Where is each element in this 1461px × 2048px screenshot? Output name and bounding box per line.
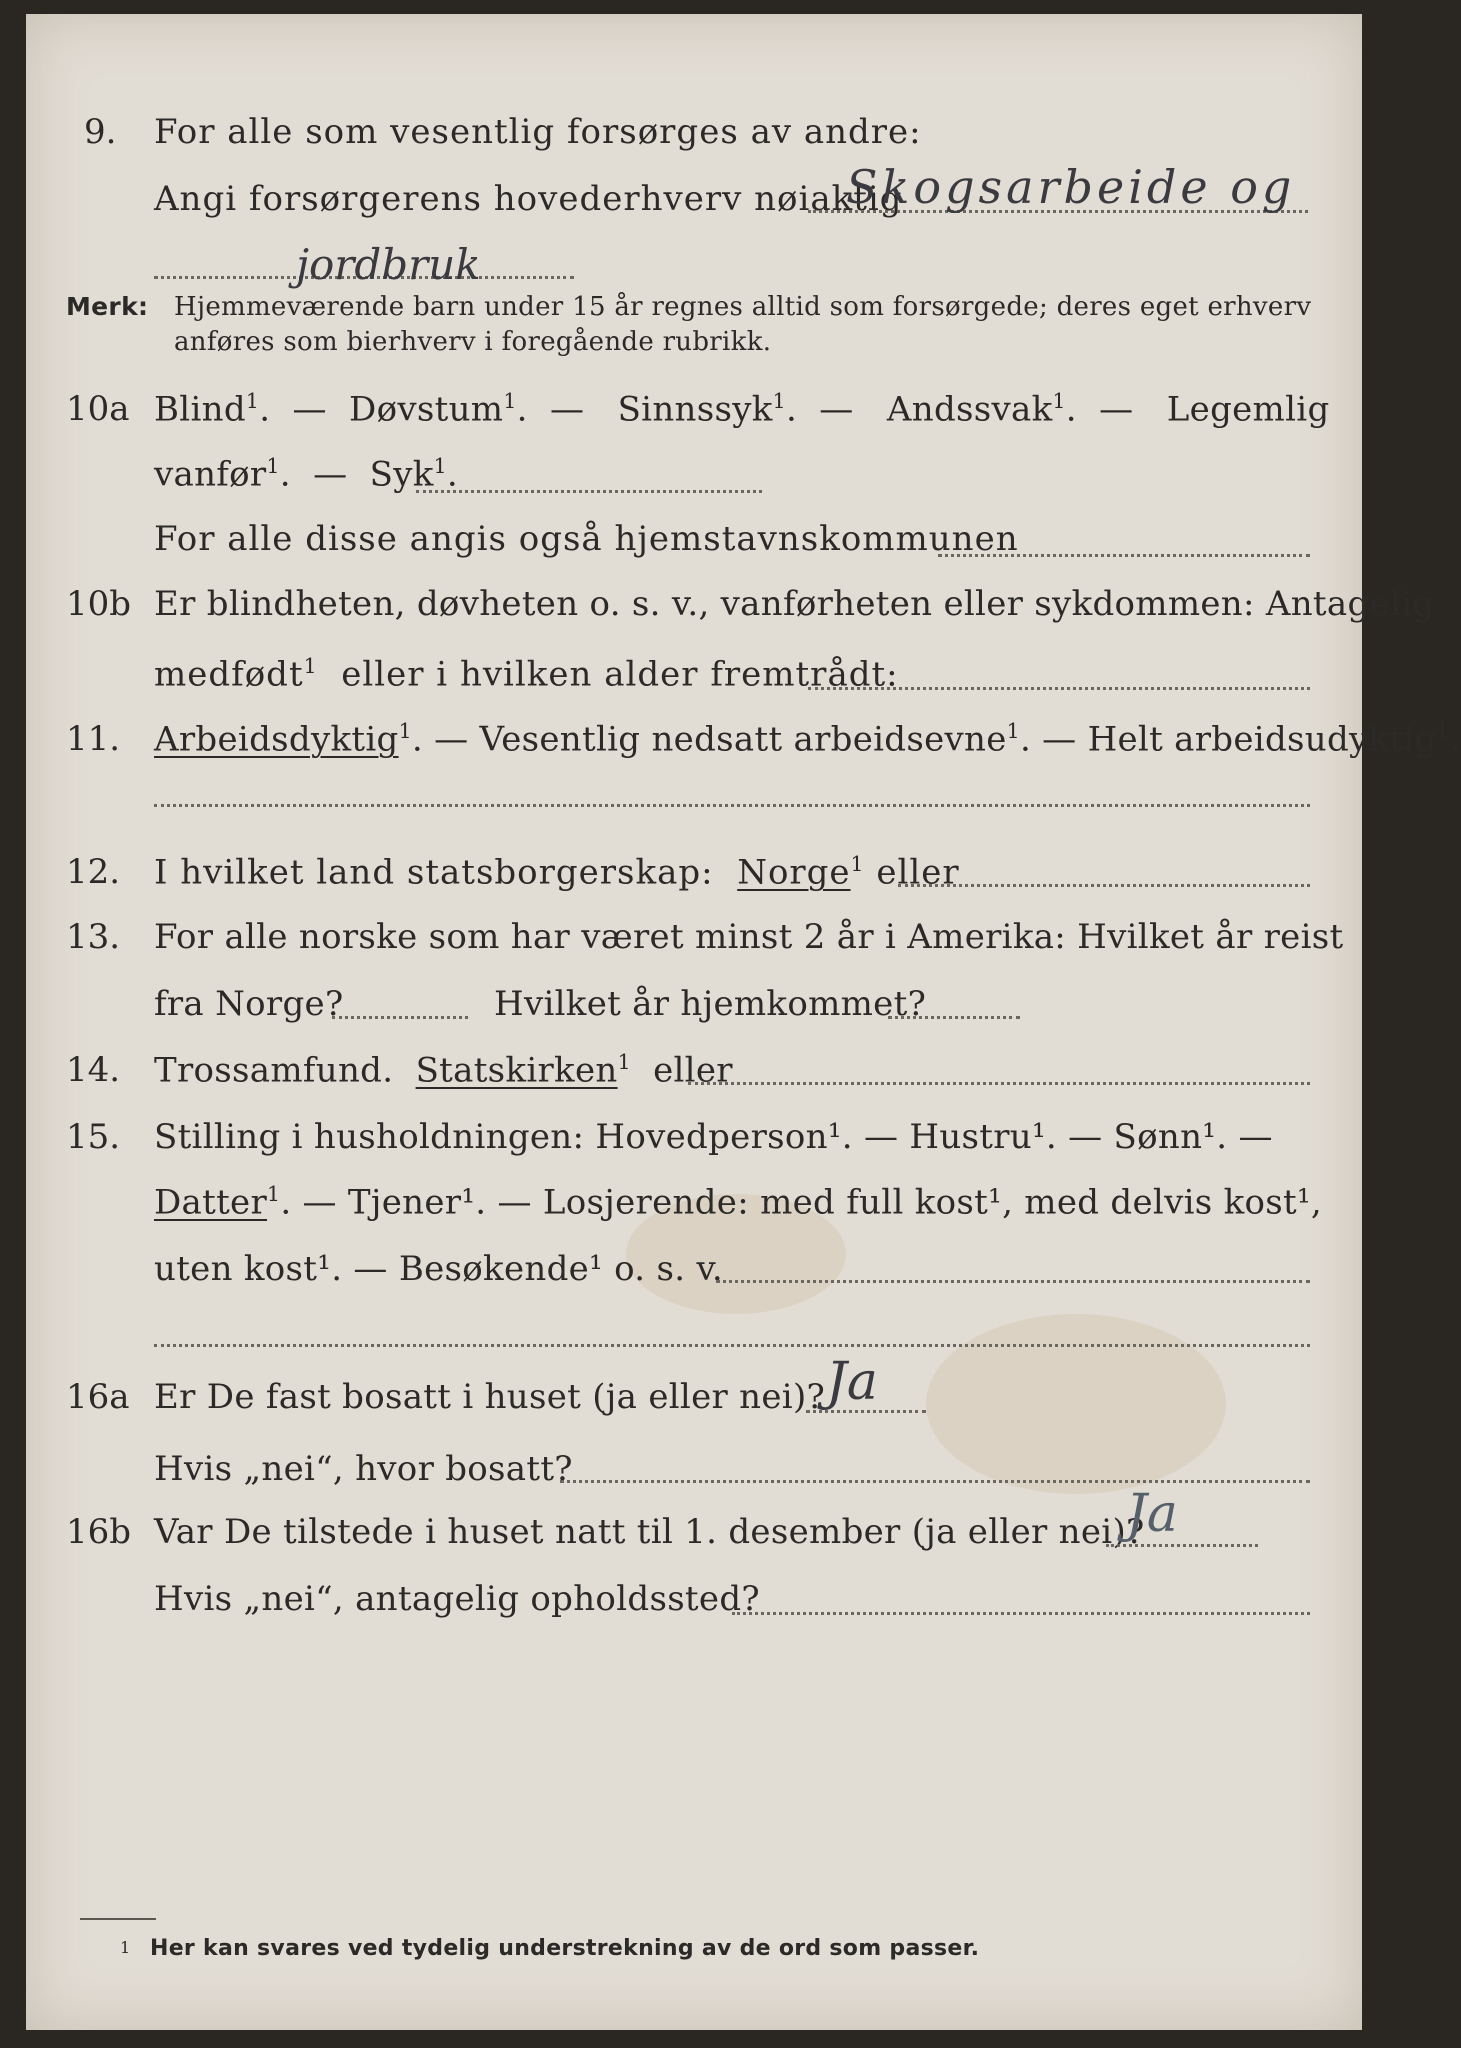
- option-legemlig[interactable]: Legemlig: [1166, 389, 1330, 430]
- q16b-number: 16b: [66, 1512, 132, 1552]
- q10b-leader: [808, 687, 1310, 690]
- footnote-marker: 1: [120, 1938, 131, 1957]
- merk-label: Merk:: [66, 292, 149, 321]
- q16a-answer-handwritten: Ja: [826, 1352, 878, 1412]
- q13-reist-leader: [332, 1016, 468, 1019]
- q14-number: 14.: [66, 1050, 121, 1090]
- q9-number: 9.: [84, 112, 117, 152]
- q10a-line2: vanfør$^1$. — Syk$^1$.: [154, 454, 459, 495]
- q11-line1: Arbeidsdyktig$^1$. — Vesentlig nedsatt arbeidsevne$^1$. — Helt arbeidsudyktig$^1$.: [154, 719, 1461, 760]
- q13-fra: fra Norge?: [154, 984, 344, 1024]
- option-blind[interactable]: Blind: [154, 389, 246, 430]
- option-norge-selected[interactable]: Norge: [737, 852, 851, 893]
- q15-line2: Datter$^1$. — Tjener¹. — Losjerende: med full kost¹, med delvis kost¹,: [154, 1182, 1323, 1223]
- footnote-rule: [80, 1918, 156, 1920]
- q16b-leader: [1106, 1544, 1258, 1547]
- q15-line3: uten kost¹. — Besøkende¹ o. s. v.: [154, 1249, 724, 1289]
- option-dovstum[interactable]: Døvstum: [349, 389, 504, 430]
- q11-leader: [154, 804, 1310, 807]
- q10a-number: 10a: [66, 389, 130, 429]
- q16a-number: 16a: [66, 1377, 130, 1417]
- q16a-line1: Er De fast bosatt i huset (ja eller nei)?: [154, 1377, 826, 1417]
- q9-line2: Angi forsørgerens hovederhverv nøiaktig: [154, 179, 903, 219]
- q16a-hvor-leader: [560, 1480, 1310, 1483]
- option-sinnssyk[interactable]: Sinnssyk: [617, 389, 773, 430]
- option-udyktig[interactable]: — Helt arbeidsudyktig: [1042, 719, 1437, 760]
- q12-line: I hvilket land statsborgerskap: Norge$^1$ eller: [154, 852, 960, 893]
- option-syk[interactable]: Syk: [369, 454, 434, 495]
- q10b-line1: Er blindheten, døvheten o. s. v., vanførheten eller sykdommen: Antagelig: [154, 584, 1435, 624]
- q12-number: 12.: [66, 852, 121, 892]
- q13-hvilket: Hvilket år hjemkommet?: [494, 984, 927, 1024]
- q10a-leader: [416, 490, 762, 493]
- q13-line1: For alle norske som har været minst 2 år i Amerika: Hvilket år reist: [154, 917, 1344, 957]
- q12-leader: [898, 884, 1310, 887]
- q14-line: Trossamfund. Statskirken$^1$ eller: [154, 1050, 733, 1091]
- option-nedsatt[interactable]: — Vesentlig nedsatt arbeidsevne: [434, 719, 1007, 760]
- q15-number: 15.: [66, 1117, 121, 1157]
- q10b-line2: medfødt$^1$ eller i hvilken alder fremtrådt:: [154, 654, 899, 695]
- q9-line1: For alle som vesentlig forsørges av andre:: [154, 112, 922, 152]
- census-form-page: [26, 14, 1461, 2030]
- option-arbeidsdyktig-selected[interactable]: Arbeidsdyktig: [154, 719, 399, 760]
- q16b-line2: Hvis „nei“, antagelig opholdssted?: [154, 1579, 760, 1619]
- q16a-line2: Hvis „nei“, hvor bosatt?: [154, 1449, 573, 1489]
- footnote-text: Her kan svares ved tydelig understrekning av de ord som passer.: [150, 1936, 980, 1961]
- merk-line1: Hjemmeværende barn under 15 år regnes alltid som forsørgede; deres eget erhverv: [174, 292, 1312, 322]
- q10a-line1: Blind$^1$. — Døvstum$^1$. — Sinnssyk$^1$. — Andssvak$^1$. — Legemlig: [154, 389, 1330, 430]
- q9-answer-handwritten-2: jordbruk: [296, 240, 481, 289]
- q10a-hjemstavn-leader: [938, 554, 1310, 557]
- option-statskirken-selected[interactable]: Statskirken: [415, 1050, 618, 1091]
- option-datter-selected[interactable]: Datter: [154, 1182, 268, 1223]
- q9-answer-handwritten-1: Skogsarbeide og: [846, 160, 1296, 214]
- paper-stain: [926, 1314, 1226, 1494]
- option-vanfor[interactable]: vanfør: [154, 454, 267, 495]
- q15-line1: Stilling i husholdningen: Hovedperson¹. — Hustru¹. — Sønn¹. —: [154, 1117, 1273, 1157]
- q14-leader: [688, 1082, 1310, 1085]
- q15-leader: [716, 1280, 1310, 1283]
- q15-leader-2: [154, 1344, 1310, 1347]
- q13-number: 13.: [66, 917, 121, 957]
- q16b-opholdssted-leader: [732, 1612, 1310, 1615]
- q16b-line1: Var De tilstede i huset natt til 1. desember (ja eller nei)?: [154, 1512, 1145, 1552]
- option-andssvak[interactable]: Andssvak: [886, 389, 1053, 430]
- q13-hjemkommet-leader: [888, 1016, 1020, 1019]
- q16b-answer-handwritten: Ja: [1126, 1484, 1178, 1544]
- merk-line2: anføres som bierhverv i foregående rubrikk.: [174, 327, 772, 357]
- q10b-number: 10b: [66, 584, 132, 624]
- q11-number: 11.: [66, 719, 121, 759]
- q10a-line3: For alle disse angis også hjemstavnskommunen: [154, 519, 1019, 559]
